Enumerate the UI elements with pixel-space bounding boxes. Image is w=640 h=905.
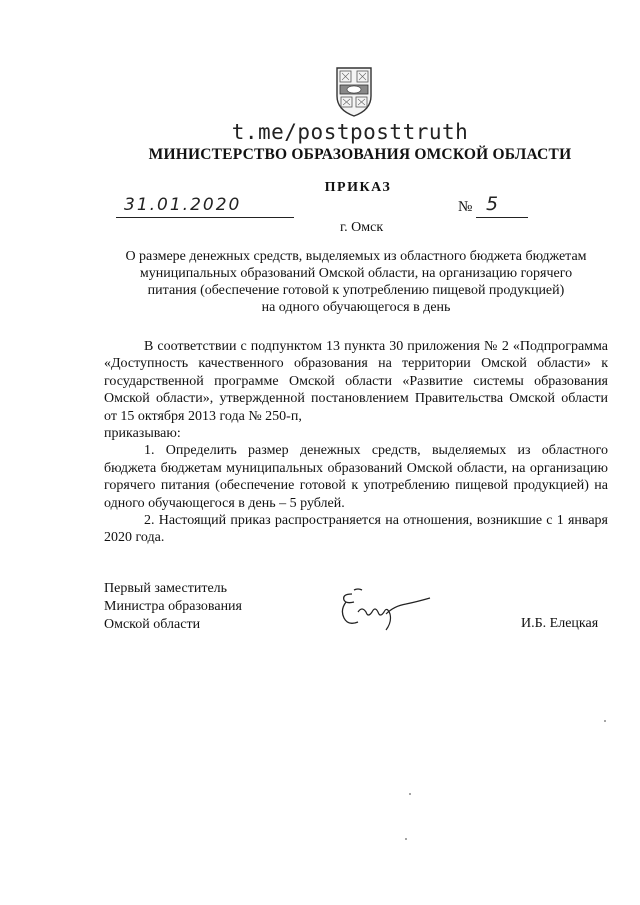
handwritten-date: 31.01.2020: [124, 195, 242, 215]
signatory-name: И.Б. Елецкая: [521, 616, 599, 631]
handwritten-signature: [336, 588, 436, 632]
position-line: Омской области: [104, 617, 201, 632]
date-field: [116, 197, 294, 218]
preamble-paragraph: В соответствии с подпунктом 13 пункта 30 приложения № 2 «Подпрограмма «Доступность качественного образования на территории Омской области» к государственной программе Омской области «Развитие системы образования Омской области», утвержденной постановлением Правительства Омской области от 15 октября 2013 года № 250-п,: [104, 339, 608, 424]
position-line: Первый заместитель: [104, 581, 228, 596]
handwritten-number: 5: [486, 193, 499, 215]
subject-line: муниципальных образований Омской области, на организацию горячего: [139, 266, 573, 281]
coat-of-arms-icon: [333, 64, 375, 118]
document-type: ПРИКАЗ: [324, 180, 392, 195]
ministry-name: МИНИСТЕРСТВО ОБРАЗОВАНИЯ ОМСКОЙ ОБЛАСТИ: [148, 146, 572, 163]
order-body: [104, 338, 608, 547]
subject-line: питания (обеспечение готовой к употреблению пищевой продукцией): [147, 283, 565, 298]
scan-speck: [405, 838, 407, 840]
order-word: приказываю:: [104, 426, 181, 442]
subject-line: О размере денежных средств, выделяемых из областного бюджета бюджетам: [125, 249, 587, 264]
number-field: [476, 193, 528, 218]
city: г. Омск: [340, 220, 384, 235]
watermark-text: t.me/postposttruth: [231, 120, 469, 144]
signatory-position: [104, 580, 242, 634]
order-item-1: 1. Определить размер денежных средств, выделяемых из областного бюджета бюджетам муниципальных образований Омской области, на организацию горячего питания (обеспечение готовой к употреблению пищевой продукцией) на одного обучающегося в день – 5 рублей.: [104, 443, 608, 511]
order-item-2: 2. Настоящий приказ распространяется на отношения, возникшие с 1 января 2020 года.: [104, 513, 608, 546]
position-line: Министра образования: [104, 599, 242, 614]
scan-speck: [604, 720, 606, 722]
scan-speck: [409, 793, 411, 795]
order-subject: [104, 248, 608, 316]
number-label: №: [458, 199, 473, 215]
subject-line: на одного обучающегося в день: [261, 300, 451, 315]
